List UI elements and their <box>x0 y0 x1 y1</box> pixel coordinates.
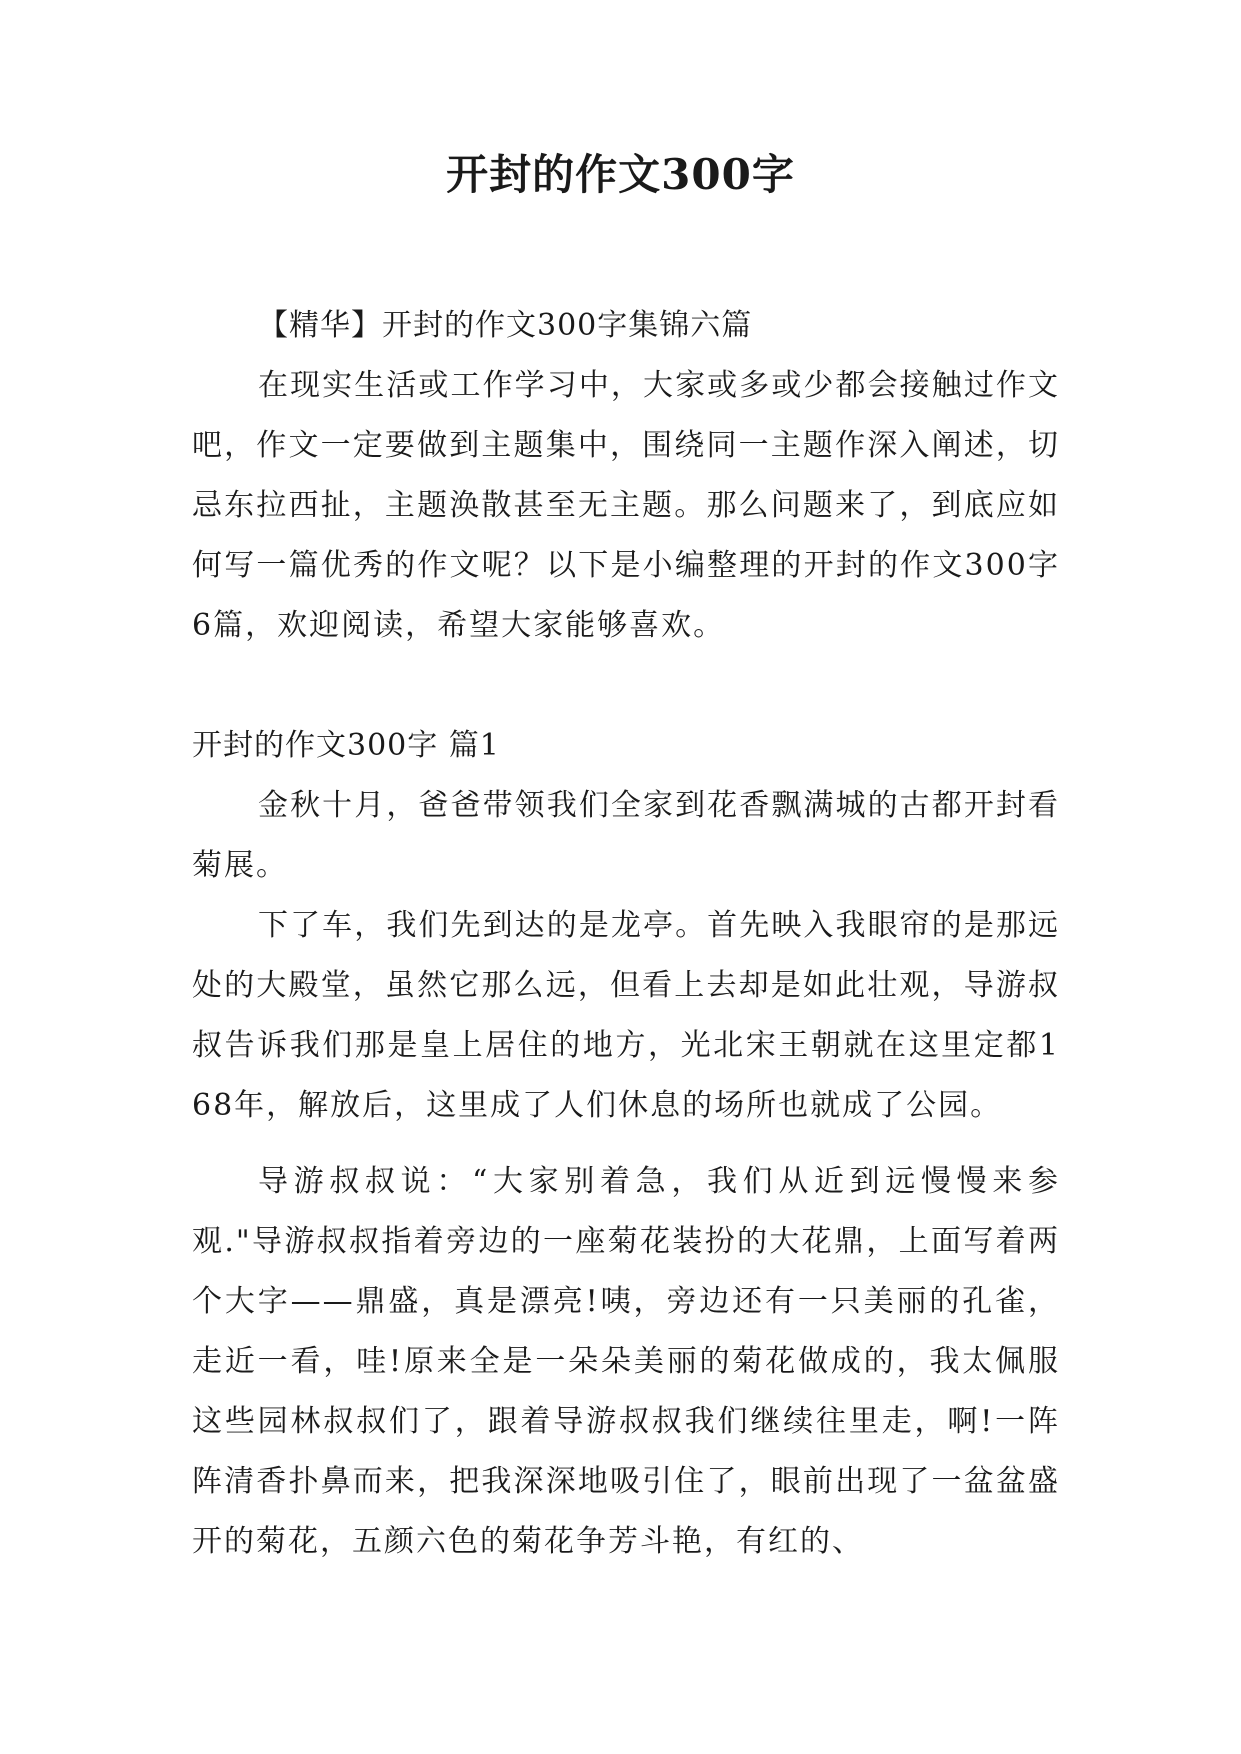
section-title: 开封的作文300字 篇1 <box>192 728 500 763</box>
document-body <box>192 296 1060 1572</box>
intro-paragraph: 在现实生活或工作学习中，大家或多或少都会接触过作文吧，作文一定要做到主题集中，围绕同一主题作深入阐述，切忌东拉西扯，主题涣散甚至无主题。那么问题来了，到底应如何写一篇优秀的作文呢？以下是小编整理的开封的作文300字6篇，欢迎阅读，希望大家能够喜欢。 <box>192 368 1060 643</box>
paragraph-spacer <box>192 1136 1060 1152</box>
section-spacer <box>192 656 1060 716</box>
body-paragraph-2: 下了车，我们先到达的是龙亭。首先映入我眼帘的是那远处的大殿堂，虽然它那么远，但看上去却是如此壮观，导游叔叔告诉我们那是皇上居住的地方，光北宋王朝就在这里定都168年，解放后，这里成了人们休息的场所也就成了公园。 <box>192 908 1060 1123</box>
intro-heading: 【精华】开封的作文300字集锦六篇 <box>258 308 753 343</box>
body-paragraph-1: 金秋十月，爸爸带领我们全家到花香飘满城的古都开封看菊展。 <box>192 788 1060 883</box>
document-title: 开封的作文300字 <box>446 150 795 199</box>
body-paragraph-3: 导游叔叔说：“大家别着急，我们从近到远慢慢来参观."导游叔叔指着旁边的一座菊花装扮的大花鼎，上面写着两个大字——鼎盛，真是漂亮!咦，旁边还有一只美丽的孔雀，走近一看，哇!原来全是一朵朵美丽的菊花做成的，我太佩服这些园林叔叔们了，跟着导游叔叔我们继续往里走，啊!一阵阵清香扑鼻而来，把我深深地吸引住了，眼前出现了一盆盆盛开的菊花，五颜六色的菊花争芳斗艳，有红的、 <box>192 1164 1060 1559</box>
